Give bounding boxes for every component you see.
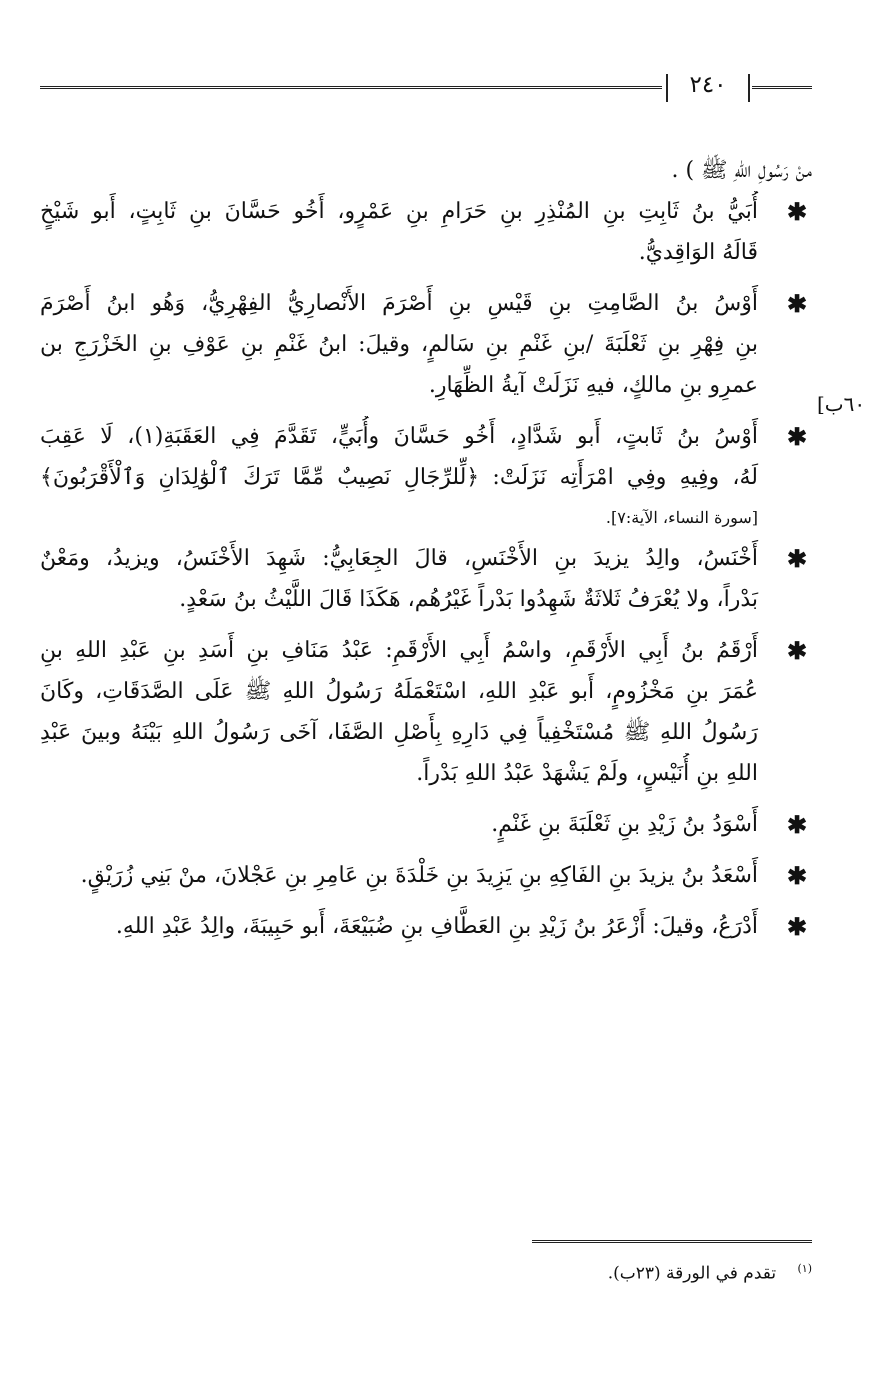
- entry-asterisk: ✱: [786, 289, 808, 318]
- text-line: [40, 753, 812, 794]
- line-text: قَالَهُ الوَاقِديُّ.: [638, 240, 758, 265]
- line-text: [سورة النساء، الآية:٧].: [605, 508, 758, 527]
- entry-line: [40, 191, 812, 232]
- entry-line: [40, 416, 812, 457]
- line-text: أَوْسُ بنُ ثَابتٍ، أَبو شَدَّادٍ، أَخُو حَسَّانَ وأُبَيٍّ، تَقَدَّمَ فِي العَقَبَةِ(١)، لَا عَقِبَ: [40, 424, 758, 449]
- entry-asterisk: ✱: [786, 912, 808, 941]
- footnote-rule: [532, 1240, 812, 1243]
- line-text: منْ رَسُولِ اللهِ ﷺ ) .: [671, 158, 812, 183]
- line-text: أَرْقَمُ بنُ أَبِي الأَرْقَمِ، واسْمُ أَبِي الأَرْقَمِ: عَبْدُ مَنَافِ بنِ أَسَدِ بنِ عَبْدِ اللهِ بنِ: [40, 638, 758, 663]
- line-text: لَهُ، وفِيهِ وفِي امْرَأَتِه نَزَلَتْ: ﴿لِّلرِّجَالِ نَصِيبٌ مِّمَّا تَرَكَ ٱلْوَٰلِدَانِ وَٱلْأَقْرَبُونَ﴾: [40, 465, 758, 490]
- line-text: أَدْرَعُ، وقيلَ: أَزْعَرُ بنُ زَيْدِ بنِ العَطَّافِ بنِ ضُبَيْعَةَ، أَبو حَبِيبَةَ، والِدُ عَبْدِ اللهِ.: [115, 914, 758, 939]
- line-text: بَدْراً، ولا يُعْرَفُ ثَلاثَةٌ شَهِدُوا بَدْراً غَيْرُهُم، هَكَذَا قَالَ اللَّيْثُ بنُ سَعْدٍ.: [179, 587, 758, 612]
- entry-line: [40, 855, 812, 896]
- line-text: أَسْوَدُ بنُ زَيْدِ بنِ ثَعْلَبَةَ بنِ غَنْمٍ.: [491, 812, 758, 837]
- text-line: [40, 671, 812, 712]
- text-line: [40, 150, 812, 191]
- line-text: أَسْعَدُ بنُ يزيدَ بنِ الفَاكِهِ بنِ يَزِيدَ بنِ خَلْدَةَ بنِ عَامِرِ بنِ عَجْلانَ، منْ بَنِي زُرَيْقٍ.: [80, 863, 758, 888]
- quran-citation: [40, 498, 812, 538]
- text-line: [40, 457, 812, 498]
- page-header: [40, 72, 812, 106]
- footnote-text: تقدم في الورقة (٢٣ب).: [607, 1263, 777, 1284]
- header-bar-left: [666, 74, 668, 102]
- entry-line: [40, 804, 812, 845]
- line-text: عُمَرَ بنِ مَخْزُومٍ، أَبو عَبْدِ اللهِ، اسْتَعْمَلَهُ رَسُولُ اللهِ ﷺ عَلَى الصَّدَقَاتِ، وكَانَ: [40, 679, 758, 704]
- entry-asterisk: ✱: [786, 422, 808, 451]
- margin-folio-note: ٦٠ب]: [817, 392, 866, 416]
- entry-line: [40, 630, 812, 671]
- header-rule-left: [40, 86, 662, 89]
- entry-asterisk: ✱: [786, 861, 808, 890]
- header-rule-right: [752, 86, 812, 89]
- entry-asterisk: ✱: [786, 810, 808, 839]
- entry-line: [40, 283, 812, 324]
- line-text: أَخْنَسُ، والِدُ يزيدَ بنِ الأَخْنَسِ، قالَ الجِعَابِيُّ: شَهِدَ الأَخْنَسُ، ويزيدُ، ومَعْنٌ: [40, 546, 758, 571]
- main-text: [40, 150, 812, 947]
- footnote: [608, 1262, 812, 1284]
- text-line: [40, 579, 812, 620]
- line-text: عمرِو بنِ مالكٍ، فيهِ نَزَلَتْ آيةُ الظِّهَارِ.: [428, 373, 758, 398]
- entry-asterisk: ✱: [786, 636, 808, 665]
- entry-asterisk: ✱: [786, 197, 808, 226]
- line-text: اللهِ بنِ أُنَيْسٍ، ولَمْ يَشْهَدْ عَبْدُ اللهِ بَدْراً.: [416, 761, 758, 786]
- page-number: ٢٤٠: [689, 72, 727, 98]
- entry-line: [40, 538, 812, 579]
- footnote-marker: (١): [797, 1262, 812, 1275]
- text-line: [40, 324, 812, 365]
- text-line: [40, 712, 812, 753]
- entry-line: [40, 906, 812, 947]
- text-line: [40, 232, 812, 273]
- entry-asterisk: ✱: [786, 544, 808, 573]
- header-bar-right: [748, 74, 750, 102]
- line-text: أُبَيُّ بنُ ثَابِتِ بنِ المُنْذِرِ بنِ حَرَامِ بنِ عَمْرٍو، أَخُو حَسَّانَ بنِ ثَابِتٍ، أَبو شَيْخٍ: [40, 199, 758, 224]
- line-text: رَسُولُ اللهِ ﷺ مُسْتَخْفِياً فِي دَارِهِ بِأَصْلِ الصَّفَا، آخَى رَسُولُ اللهِ بَيْنَهُ وبينَ عَبْدِ: [40, 720, 758, 745]
- line-text: أَوْسُ بنُ الصَّامِتِ بنِ قَيْسِ بنِ أَصْرَمَ الأَنْصارِيُّ الفِهْرِيُّ، وَهُو ابنُ أَصْرَمَ: [40, 291, 758, 316]
- text-line: [40, 365, 812, 406]
- line-text: بنِ فِهْرِ بنِ ثَعْلَبَةَ /بنِ غَنْمِ بنِ سَالمٍ، وقيلَ: ابنُ غَنْمِ بنِ عَوْفِ بنِ الخَزْرَجِ بن: [40, 332, 758, 357]
